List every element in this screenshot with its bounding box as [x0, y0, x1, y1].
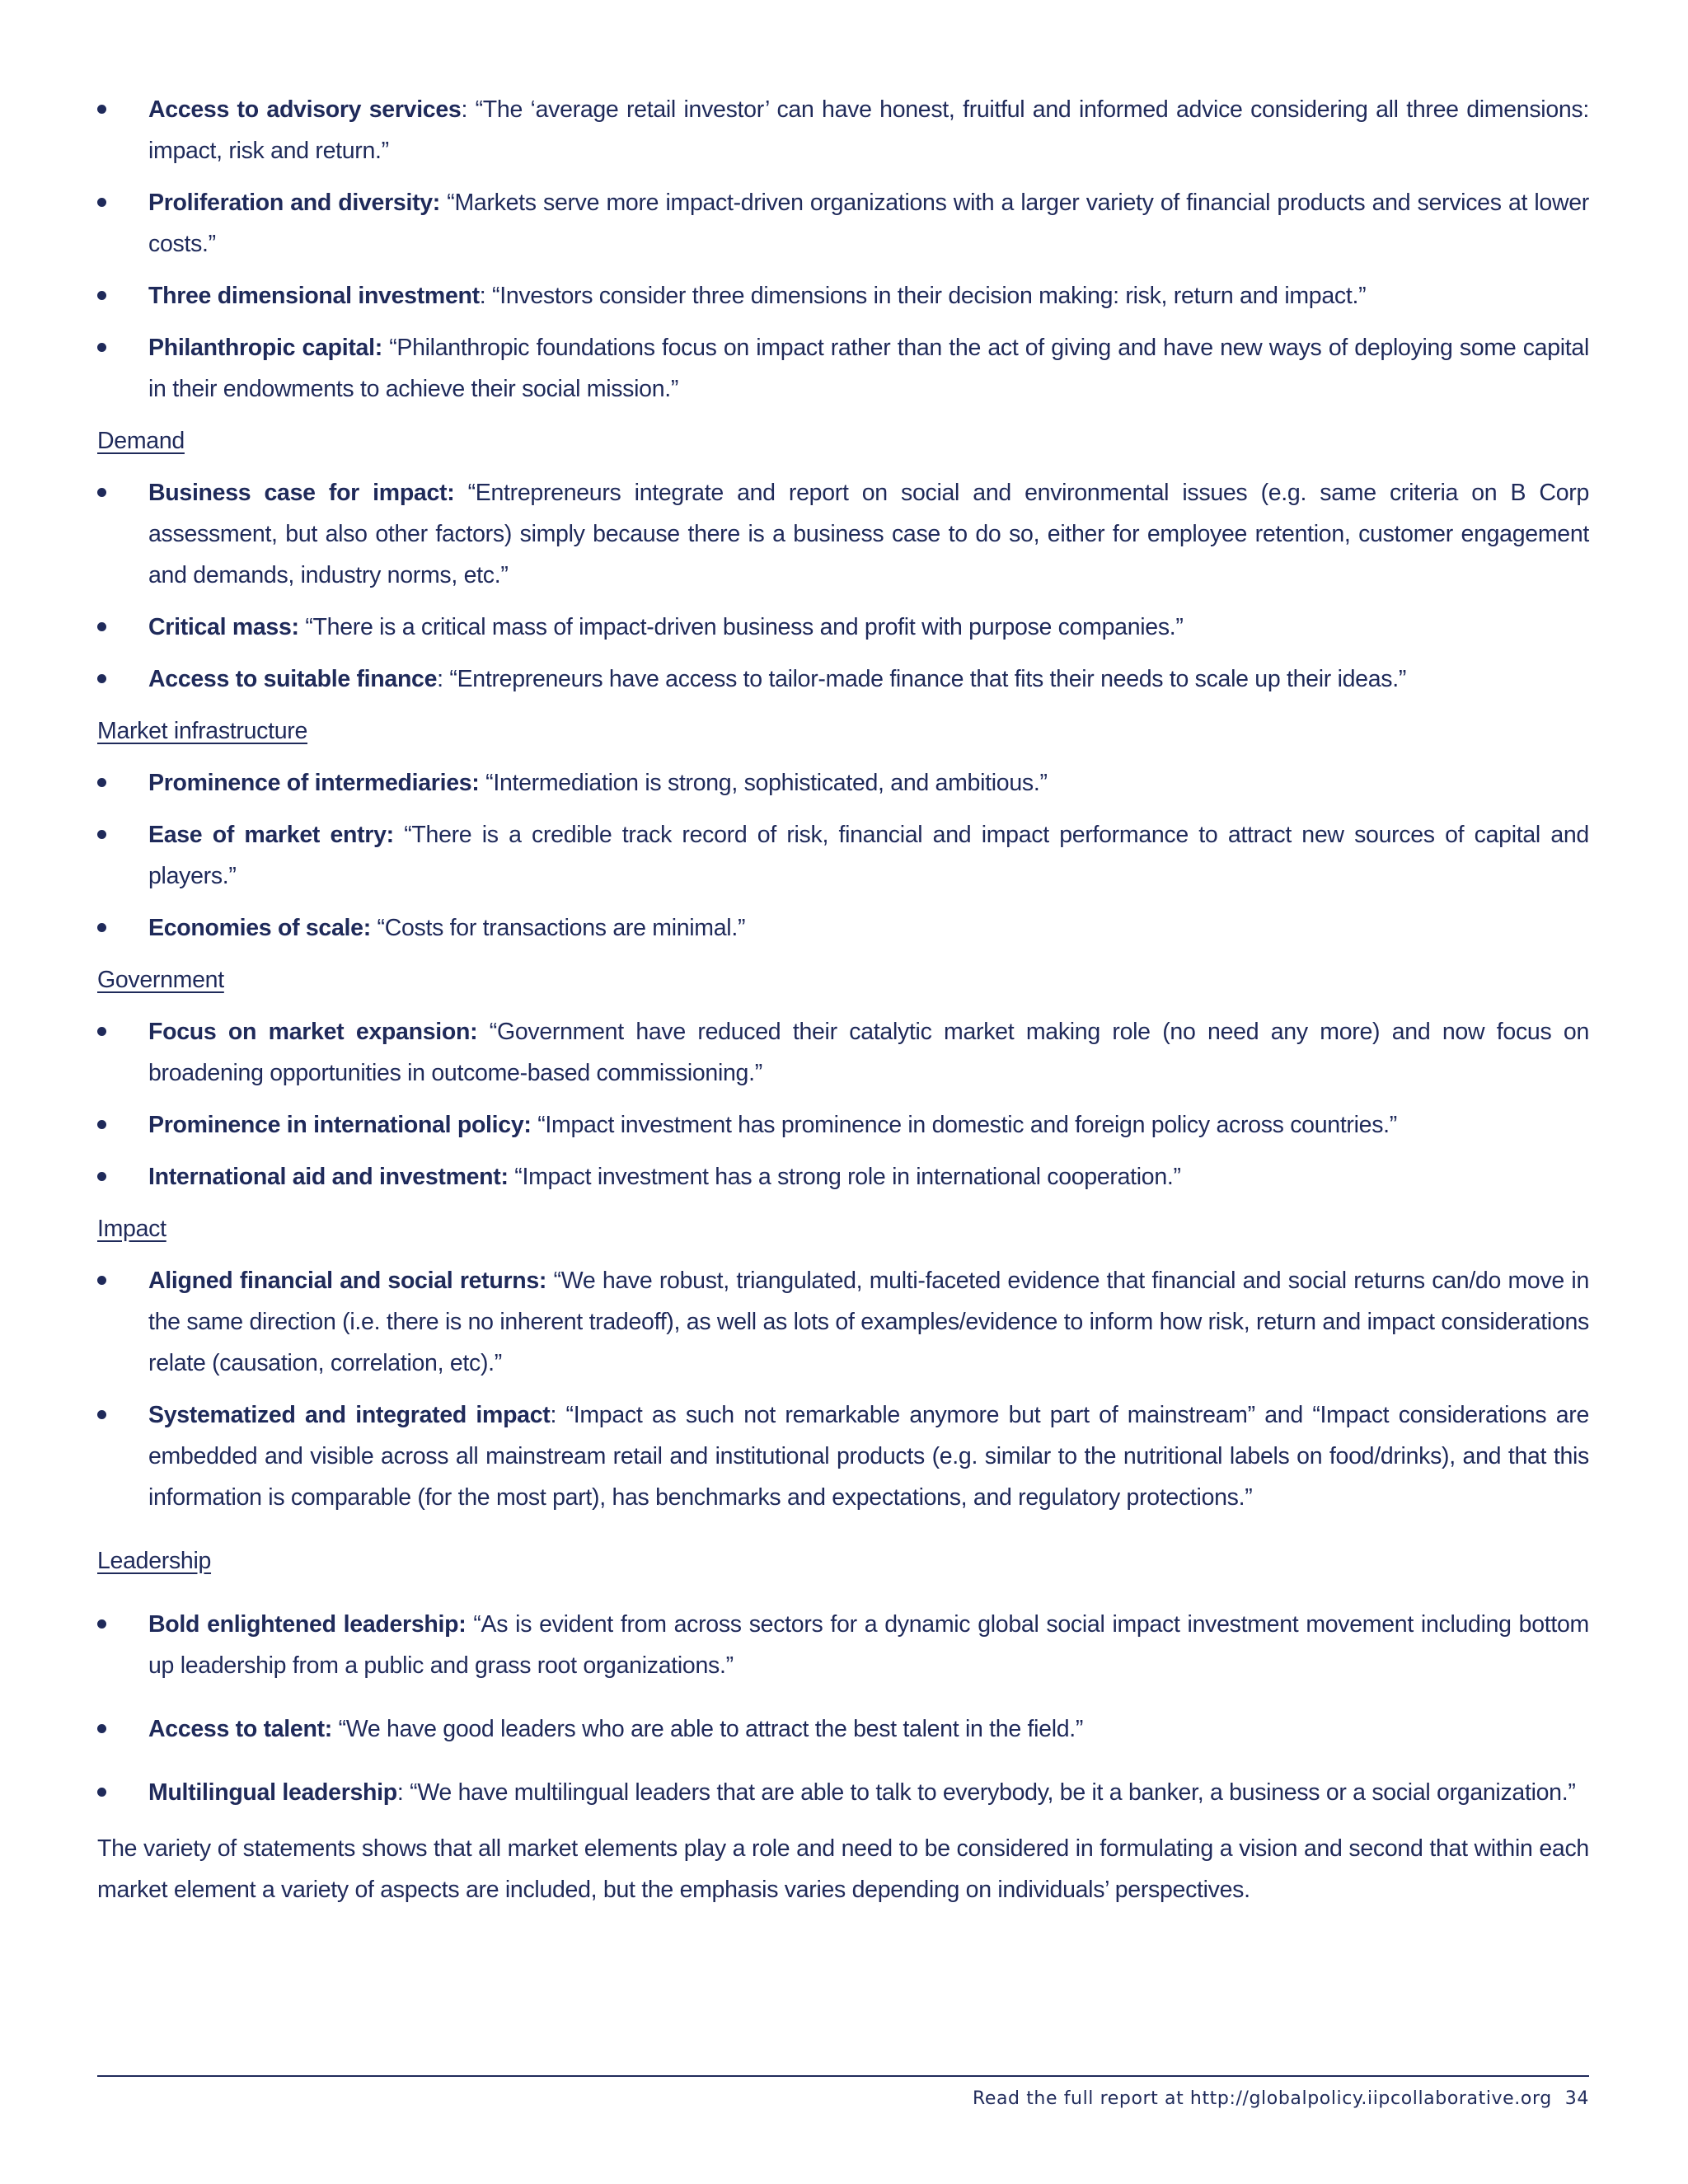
- item-term: Bold enlightened leadership:: [148, 1611, 467, 1638]
- list-item: [97, 182, 1589, 265]
- item-text: “We have robust, triangulated, multi-faceted evidence that financial and social returns can/do move in the same direction (i.e. there is no inherent tradeoff), as well as lots of examples/evidence to inform how risk, return and impact considerations relate (causation, correlation, etc).”: [148, 1268, 1589, 1376]
- section-heading-leadership: Leadership: [97, 1548, 212, 1574]
- bullet-icon: [97, 105, 106, 114]
- bullet-icon: [97, 778, 106, 787]
- list-item: [97, 472, 1589, 596]
- item-term: Access to advisory services: [148, 96, 462, 123]
- item-text: : “Impact as such not remarkable anymore but part of mainstream” and “Impact considerations are embedded and visible across all mainstream retail and institutional products (e.g. similar to the nutritional labels on food/drinks), and that this information is comparable (for the most part), has benchmarks and expectations, and regulatory protections.”: [148, 1402, 1589, 1511]
- item-term: Three dimensional investment: [148, 283, 480, 309]
- bullet-icon: [97, 923, 106, 932]
- list-item: [97, 1604, 1589, 1686]
- list-item: [97, 814, 1589, 897]
- item-term: Prominence in international policy:: [148, 1112, 532, 1138]
- list-item: [97, 1772, 1589, 1813]
- item-term: International aid and investment:: [148, 1164, 509, 1190]
- bullet-icon: [97, 1724, 106, 1733]
- item-text: “We have good leaders who are able to attract the best talent in the field.”: [331, 1716, 1084, 1742]
- page-number: 34: [1564, 2088, 1589, 2109]
- document-body: [97, 89, 1589, 1910]
- item-term: Critical mass:: [148, 614, 299, 640]
- item-term: Ease of market entry:: [148, 822, 394, 848]
- bullet-icon: [97, 1027, 106, 1036]
- list-item: [97, 89, 1589, 171]
- item-text: “Intermediation is strong, sophisticated, and ambitious.”: [479, 770, 1048, 796]
- bullet-icon: [97, 622, 106, 631]
- section-heading-government: Government: [97, 967, 224, 993]
- item-text: “There is a critical mass of impact-driven business and profit with purpose companies.”: [298, 614, 1184, 640]
- list-item: [97, 1708, 1589, 1750]
- item-text: “There is a credible track record of risk, financial and impact performance to attract new sources of capital and players.”: [148, 822, 1589, 889]
- footer-divider: [97, 2075, 1589, 2077]
- item-text: “As is evident from across sectors for a dynamic global social impact investment movement including bottom up leadership from a public and grass root organizations.”: [148, 1611, 1589, 1679]
- item-term: Focus on market expansion:: [148, 1019, 478, 1045]
- item-term: Aligned financial and social returns:: [148, 1268, 547, 1294]
- list-item: [97, 607, 1589, 648]
- bullet-icon: [97, 674, 106, 683]
- item-term: Multilingual leadership: [148, 1779, 397, 1806]
- bullet-icon: [97, 488, 106, 497]
- list-item: [97, 327, 1589, 410]
- item-term: Access to suitable finance: [148, 666, 438, 692]
- item-text: “Markets serve more impact-driven organizations with a larger variety of financial products and services at lower costs.”: [148, 190, 1589, 257]
- list-item: [97, 1260, 1589, 1384]
- bullet-icon: [97, 198, 106, 207]
- item-text: “Impact investment has prominence in domestic and foreign policy across countries.”: [531, 1112, 1397, 1138]
- section-heading-demand: Demand: [97, 428, 185, 454]
- item-text: “Entrepreneurs integrate and report on social and environmental issues (e.g. same criteria on B Corp assessment, but also other factors) simply because there is a business case to do so, either for employee retention, customer engagement and demands, industry norms, etc.”: [148, 480, 1589, 588]
- list-item: [97, 1011, 1589, 1094]
- section-heading-impact: Impact: [97, 1216, 166, 1242]
- list-item: [97, 658, 1589, 700]
- item-term: Philanthropic capital:: [148, 335, 382, 361]
- list-item: [97, 1394, 1589, 1518]
- item-text: “Philanthropic foundations focus on impact rather than the act of giving and have new ways of deploying some capital in their endowments to achieve their social mission.”: [148, 335, 1590, 402]
- item-term: Economies of scale:: [148, 915, 371, 941]
- list-item: [97, 762, 1589, 804]
- bullet-icon: [97, 1410, 106, 1419]
- list-item: [97, 907, 1589, 949]
- summary-paragraph: The variety of statements shows that all market elements play a role and need to be considered in formulating a vision and second that within each market element a variety of aspects are included, but the emphasis varies depending on individuals’ perspectives.: [97, 1835, 1589, 1903]
- item-text: “Costs for transactions are minimal.”: [370, 915, 746, 941]
- item-text: “Government have reduced their catalytic market making role (no need any more) and now focus on broadening opportunities in outcome-based commissioning.”: [148, 1019, 1589, 1086]
- page-footer: [973, 2088, 1589, 2109]
- item-text: : “Investors consider three dimensions in their decision making: risk, return and impact.”: [479, 283, 1367, 309]
- item-text: : “Entrepreneurs have access to tailor-made finance that fits their needs to scale up their ideas.”: [437, 666, 1407, 692]
- item-term: Access to talent:: [148, 1716, 332, 1742]
- list-item: [97, 275, 1589, 316]
- list-item: [97, 1156, 1589, 1197]
- bullet-icon: [97, 1120, 106, 1129]
- bullet-icon: [97, 1788, 106, 1797]
- item-text: : “The ‘average retail investor’ can have honest, fruitful and informed advice considering all three dimensions: impact, risk and return.”: [148, 96, 1589, 164]
- item-text: : “We have multilingual leaders that are able to talk to everybody, be it a banker, a business or a social organization.”: [396, 1779, 1576, 1806]
- item-term: Systematized and integrated impact: [148, 1402, 551, 1428]
- bullet-icon: [97, 343, 106, 352]
- bullet-icon: [97, 830, 106, 839]
- footer-report-link[interactable]: Read the full report at http://globalpolicy.iipcollaborative.org: [972, 2088, 1552, 2109]
- bullet-icon: [97, 1619, 106, 1629]
- item-text: “Impact investment has a strong role in international cooperation.”: [508, 1164, 1181, 1190]
- section-heading-market-infrastructure: Market infrastructure: [97, 718, 308, 744]
- list-item: [97, 1104, 1589, 1146]
- bullet-icon: [97, 1172, 106, 1181]
- bullet-icon: [97, 1276, 106, 1285]
- item-term: Proliferation and diversity:: [148, 190, 440, 216]
- item-term: Business case for impact:: [148, 480, 455, 506]
- bullet-icon: [97, 291, 106, 300]
- item-term: Prominence of intermediaries:: [148, 770, 480, 796]
